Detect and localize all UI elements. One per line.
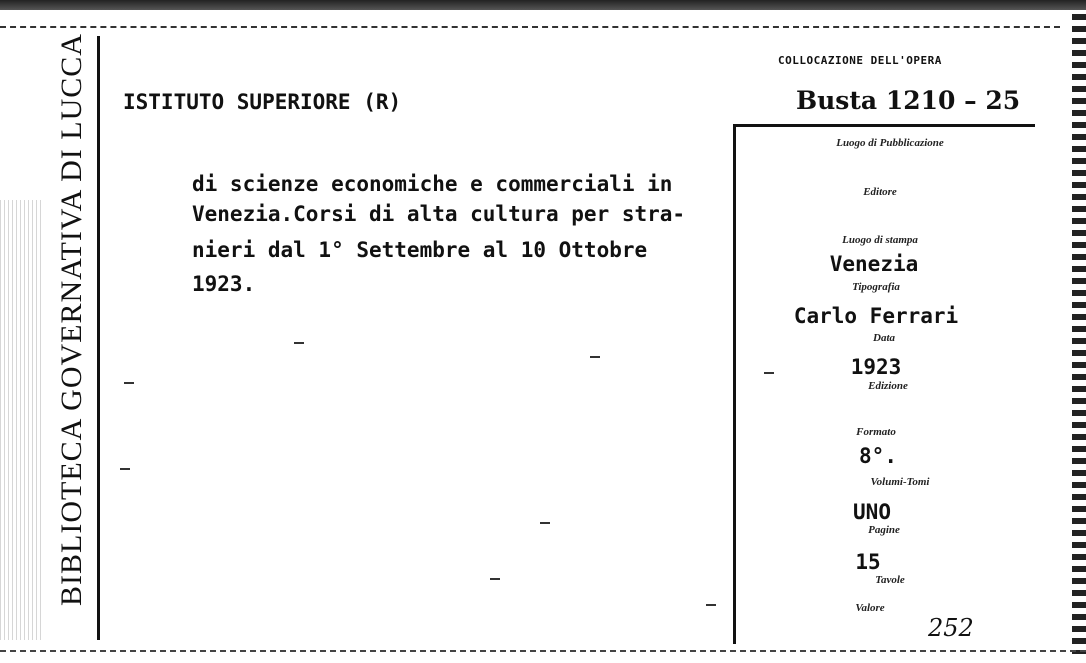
speck xyxy=(124,382,134,384)
label-valore: Valore xyxy=(855,602,885,614)
panel-left-rule xyxy=(733,124,736,644)
speck xyxy=(540,522,550,524)
label-pagine: Pagine xyxy=(868,524,900,536)
speck xyxy=(490,578,500,580)
left-rule xyxy=(97,36,100,640)
label-formato: Formato xyxy=(856,426,896,438)
value-data: 1923 xyxy=(850,355,902,379)
entry-line: Venezia.Corsi di alta cultura per stra- xyxy=(192,202,686,226)
label-luogo-stampa: Luogo di stampa xyxy=(842,234,918,246)
top-edge-band xyxy=(0,0,1086,10)
busta-number: Busta 1210 – 25 xyxy=(796,86,1021,115)
value-volumi: UNO xyxy=(853,500,891,524)
speck xyxy=(590,356,600,358)
value-pagine: 15 xyxy=(855,550,881,574)
value-luogo-stampa: Venezia xyxy=(829,252,919,276)
label-tavole: Tavole xyxy=(875,574,905,586)
top-dashed-line xyxy=(0,26,1060,28)
entry-line: 1923. xyxy=(192,272,256,296)
speck xyxy=(294,342,304,344)
speck xyxy=(120,468,130,470)
label-volumi: Volumi-Tomi xyxy=(870,476,930,488)
entry-line: di scienze economiche e commerciali in xyxy=(192,172,673,196)
label-editore: Editore xyxy=(863,186,897,198)
left-edge-noise xyxy=(0,200,44,640)
value-formato: 8°. xyxy=(859,444,897,468)
label-edizione: Edizione xyxy=(868,380,908,392)
speck xyxy=(706,604,716,606)
entry-heading: ISTITUTO SUPERIORE (R) xyxy=(123,90,402,114)
label-data: Data xyxy=(873,332,895,344)
value-tipografia: Carlo Ferrari xyxy=(793,304,959,328)
label-luogo-pubblicazione: Luogo di Pubblicazione xyxy=(836,137,944,149)
panel-top-rule xyxy=(735,124,1035,127)
right-edge-band xyxy=(1072,14,1086,654)
library-name: BIBLIOTECA GOVERNATIVA DI LUCCA xyxy=(55,33,88,606)
entry-line: nieri dal 1° Settembre al 10 Ottobre xyxy=(192,238,648,262)
handwritten-number: 252 xyxy=(928,614,974,642)
speck xyxy=(764,372,774,374)
collocation-heading: COLLOCAZIONE DELL'OPERA xyxy=(778,54,942,67)
bottom-dashed-line xyxy=(0,650,1086,652)
label-tipografia: Tipografia xyxy=(852,281,900,293)
